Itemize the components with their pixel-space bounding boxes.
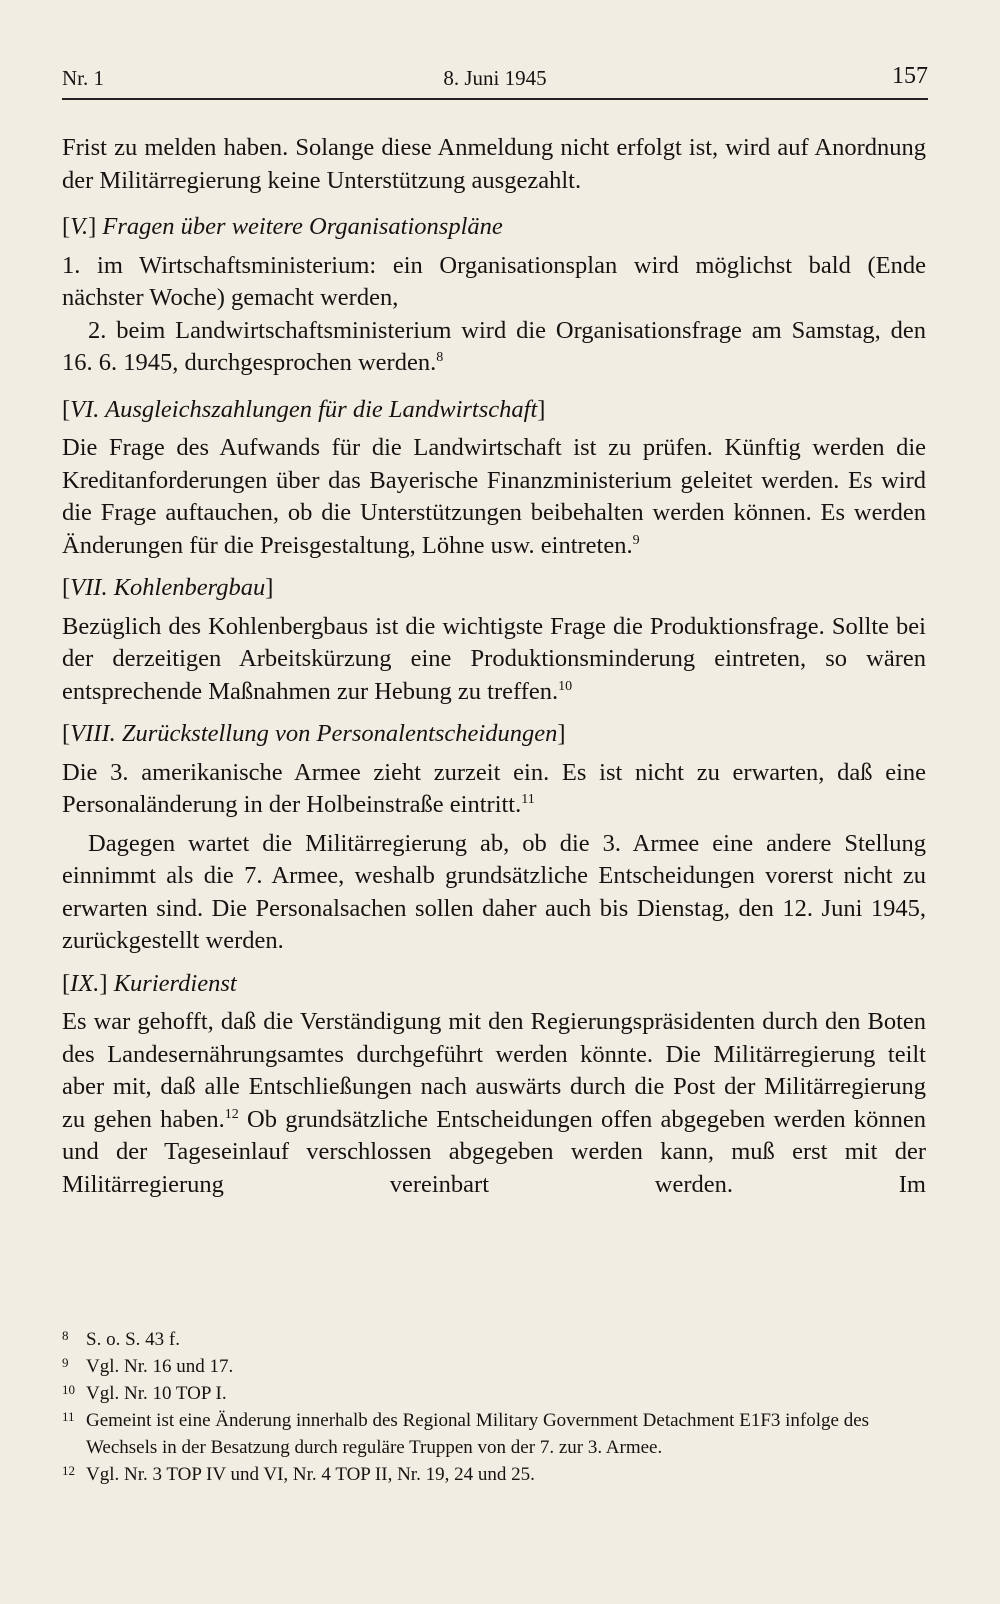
- section-heading-ix: [IX.] Kurierdienst: [62, 969, 237, 997]
- section-number: VIII.: [70, 720, 116, 747]
- section-heading-vii: [VII. Kohlenbergbau]: [62, 574, 274, 601]
- section-v-paragraph-1: 1. im Wirtschaftsministerium: ein Organisationsplan wird möglichst bald (Ende nächster Woche) gemacht werden,: [62, 251, 926, 311]
- footnote-number: 9: [62, 1355, 69, 1370]
- section-vi-paragraph-1: Die Frage des Aufwands für die Landwirtschaft ist zu prüfen. Künftig werden die Kreditanforderungen über das Bayerische Finanzministerium geleitet werden. Es wird die Frage auftauchen, ob die Unterstützungen beibehalten werden können. Es werden Änderungen für die Preisgestaltung, Löhne usw. eintreten.$^9$: [62, 434, 926, 559]
- section-heading-viii: [VIII. Zurückstellung von Personalentscheidungen]: [62, 720, 566, 747]
- section-vii-paragraph-1: Bezüglich des Kohlenbergbaus ist die wichtigste Frage die Produktionsfrage. Sollte bei der derzeitigen Arbeitskürzung eine Produktionsminderung eintreten, so wären entsprechende Maßnahmen zur Hebung zu treffen.$^{10}$: [62, 612, 926, 705]
- running-header: [62, 62, 928, 100]
- footnote: [62, 1380, 926, 1407]
- footnote-text: Vgl. Nr. 10 TOP I.: [86, 1383, 227, 1404]
- footnote-ref: 9: [632, 532, 640, 548]
- section-ix-paragraph-1: Es war gehofft, daß die Verständigung mit den Regierungspräsidenten durch den Boten des Landesernährungsamtes durchgeführt werden könnte. Die Militärregierung teilt aber mit, daß alle Entschließungen nach auswärts durch die Post der Militärregierung zu gehen haben.$^{12}$ Ob grundsätzliche Entscheidungen offen abgegeben werden können und der Tageseinlauf verschlossen abgegeben werden kann, muß erst mit der Militärregierung vereinbart werden. Im: [62, 1008, 926, 1198]
- footnote-ref: 8: [436, 349, 444, 365]
- footnote-ref: 10: [558, 678, 573, 694]
- footnote-text: Gemeint ist eine Änderung innerhalb des Regional Military Government Detachment E1F3 infolge des Wechsels in der Besatzung durch reguläre Truppen von der 7. zur 3. Armee.: [86, 1410, 870, 1458]
- section-number: VII.: [70, 574, 108, 601]
- footnote: [62, 1353, 926, 1380]
- section-title: Fragen über weitere Organisationspläne: [102, 213, 503, 240]
- footnote: [62, 1461, 926, 1488]
- section-title: Kohlenbergbau: [113, 574, 266, 601]
- intro-paragraph: Frist zu melden haben. Solange diese Anmeldung nicht erfolgt ist, wird auf Anordnung der Militärregierung keine Unterstützung ausgezahlt.: [62, 134, 926, 194]
- footnote: [62, 1326, 926, 1353]
- section-heading-v: [V.] Fragen über weitere Organisationspläne: [62, 213, 503, 240]
- section-heading-vi: [VI. Ausgleichszahlungen für die Landwirtschaft]: [62, 395, 546, 423]
- footnote-text: Vgl. Nr. 16 und 17.: [86, 1356, 234, 1377]
- footnote-text: Vgl. Nr. 3 TOP IV und VI, Nr. 4 TOP II, Nr. 19, 24 und 25.: [86, 1464, 535, 1485]
- section-number: IX.: [70, 969, 100, 997]
- section-v-paragraph-2: 2. beim Landwirtschaftsministerium wird die Organisationsfrage am Samstag, den 16. 6. 1945, durchgesprochen werden.$^8$: [62, 316, 926, 376]
- footnote-number: 10: [62, 1382, 75, 1397]
- header-date: 8. Juni 1945: [443, 66, 547, 90]
- footnotes: [62, 1326, 926, 1488]
- footnote-text: S. o. S. 43 f.: [86, 1329, 180, 1350]
- footnote-number: 12: [62, 1463, 75, 1478]
- section-viii-paragraph-1: Die 3. amerikanische Armee zieht zurzeit ein. Es ist nicht zu erwarten, daß eine Personaländerung in der Holbeinstraße eintritt.$^{11}$: [62, 758, 926, 818]
- section-title: Ausgleichszahlungen für die Landwirtschaft: [105, 395, 538, 423]
- section-viii-paragraph-2: Dagegen wartet die Militärregierung ab, ob die 3. Armee eine andere Stellung einnimmt als die 7. Armee, weshalb grundsätzliche Entscheidungen vorerst nicht zu erwarten sind. Die Personalsachen sollen daher auch bis Dienstag, den 12. Juni 1945, zurückgestellt werden.: [62, 829, 926, 954]
- footnote: [62, 1407, 926, 1461]
- page-number: 157: [892, 63, 928, 89]
- section-number: VI.: [70, 395, 100, 423]
- main-text: [62, 132, 926, 1201]
- section-title: Kurierdienst: [113, 969, 237, 997]
- document-number: Nr. 1: [62, 66, 104, 90]
- footnote-ref: 11: [521, 791, 535, 807]
- footnote-number: 8: [62, 1328, 69, 1343]
- footnote-number: 11: [62, 1409, 75, 1424]
- section-number: V.: [70, 213, 89, 240]
- footnote-ref: 12: [224, 1106, 239, 1122]
- section-title: Zurückstellung von Personalentscheidungen: [121, 720, 558, 747]
